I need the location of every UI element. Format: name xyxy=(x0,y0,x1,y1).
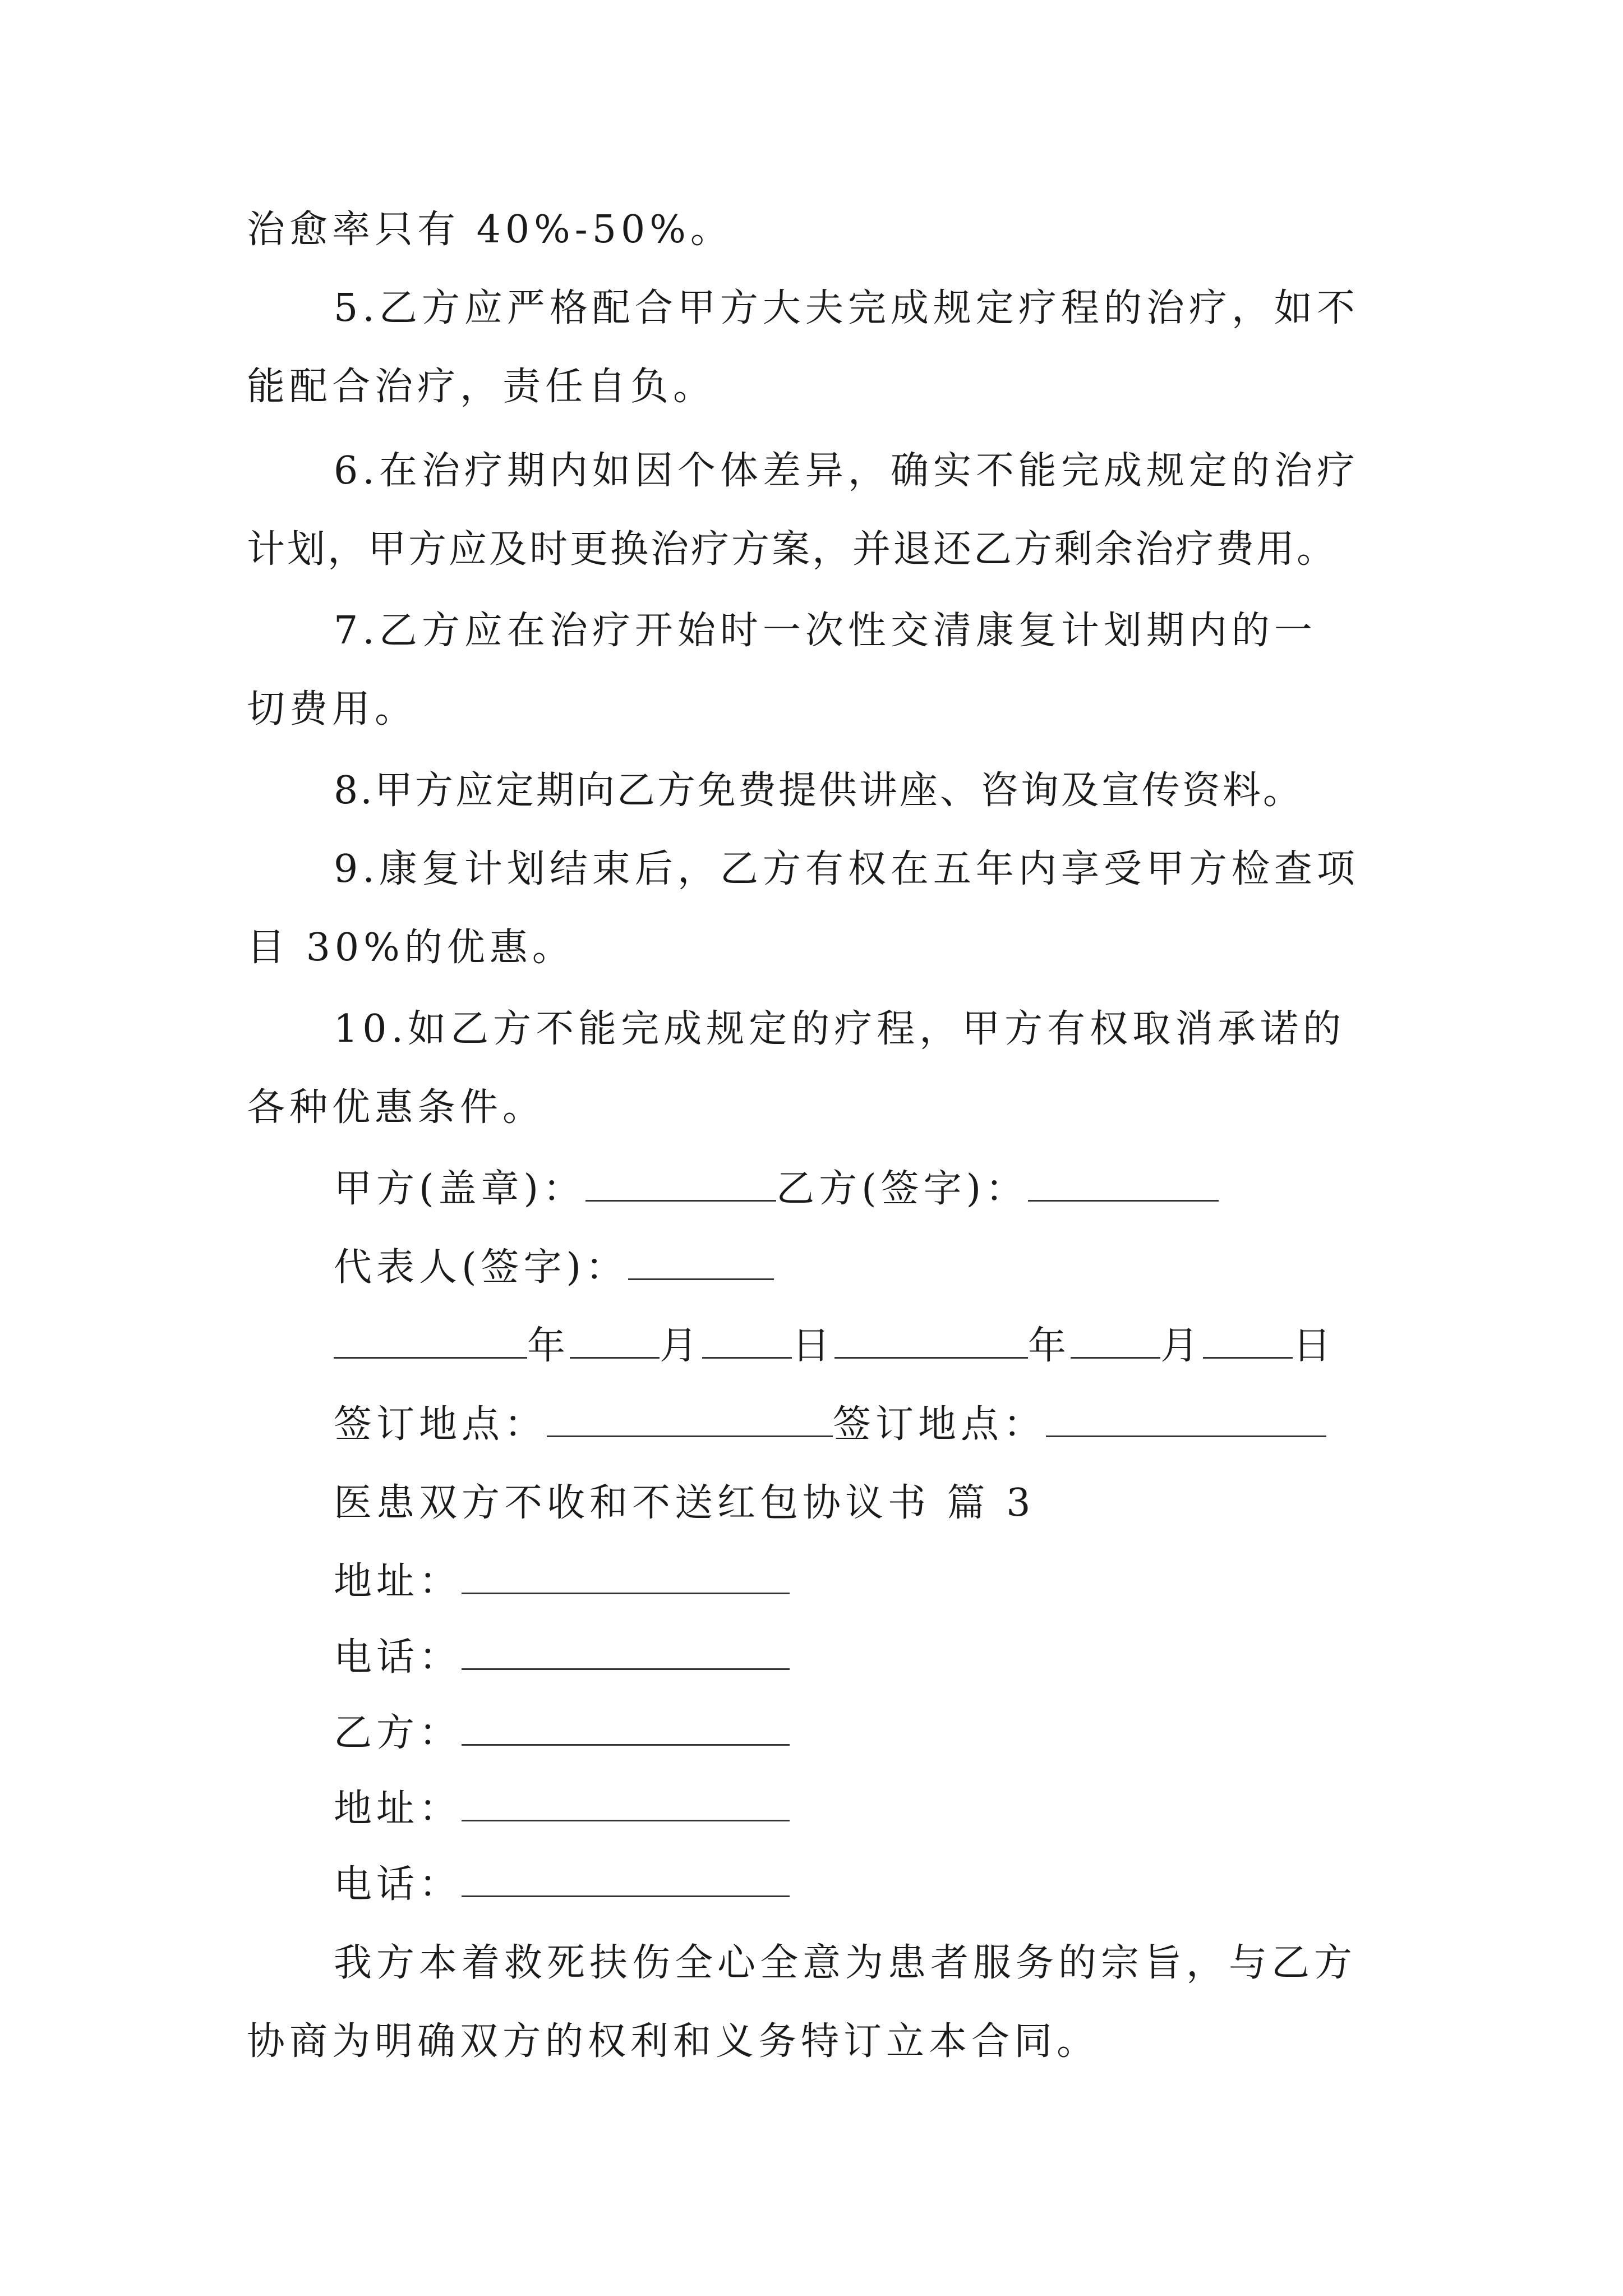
day-label-b: 日 xyxy=(1293,1324,1336,1368)
year-label-a: 年 xyxy=(527,1324,570,1368)
field-label: 地址： xyxy=(334,1787,462,1831)
signature-row xyxy=(334,1161,1219,1217)
section-title: 医患双方不收和不送红包协议书 篇 3 xyxy=(334,1481,1035,1525)
field-label: 电话： xyxy=(334,1635,462,1680)
field-blank xyxy=(462,1709,790,1746)
text-line: 我方本着救死扶伤全心全意为患者服务的宗旨，与乙方 xyxy=(334,1941,1357,1985)
field-row xyxy=(334,1705,790,1761)
place-blank-b xyxy=(1046,1401,1326,1437)
field-label: 电话： xyxy=(334,1862,462,1907)
field-blank xyxy=(462,1634,790,1670)
representative-label: 代表人(签字)： xyxy=(334,1245,629,1290)
field-row xyxy=(334,1630,790,1686)
text-line: 10.如乙方不能完成规定的疗程，甲方有权取消承诺的 xyxy=(334,1007,1346,1051)
field-label: 地址： xyxy=(334,1559,462,1604)
party-a-seal-label: 甲方(盖章)： xyxy=(334,1167,586,1211)
field-row xyxy=(334,1554,790,1610)
party-b-sign-label: 乙方(签字)： xyxy=(776,1167,1029,1211)
text-line: 6.在治疗期内如因个体差异，确实不能完成规定的治疗 xyxy=(334,449,1359,493)
representative-blank xyxy=(628,1244,774,1280)
place-label-b: 签订地点： xyxy=(833,1402,1046,1447)
day-blank-b xyxy=(1203,1322,1293,1359)
field-blank xyxy=(462,1558,790,1594)
text-line: 协商为明确双方的权利和义务特订立本合同。 xyxy=(247,2019,1100,2064)
place-row xyxy=(334,1397,1326,1453)
party-b-sign-blank xyxy=(1028,1165,1219,1202)
text-line: 9.康复计划结束后，乙方有权在五年内享受甲方检查项 xyxy=(334,847,1359,891)
field-row xyxy=(334,1857,790,1913)
place-label-a: 签订地点： xyxy=(334,1402,547,1447)
month-blank-a xyxy=(570,1322,660,1359)
text-line: 8.甲方应定期向乙方免费提供讲座、咨询及宣传资料。 xyxy=(334,769,1303,813)
day-label-a: 日 xyxy=(792,1324,835,1368)
text-line: 治愈率只有 40%-50%。 xyxy=(247,208,733,252)
party-a-seal-blank xyxy=(585,1165,776,1202)
representative-row xyxy=(334,1240,774,1296)
text-line: 各种优惠条件。 xyxy=(247,1085,546,1130)
month-label-b: 月 xyxy=(1160,1324,1204,1368)
text-line: 计划，甲方应及时更换治疗方案，并退还乙方剩余治疗费用。 xyxy=(247,527,1338,572)
field-row xyxy=(334,1781,790,1837)
text-line: 5.乙方应严格配合甲方大夫完成规定疗程的治疗，如不 xyxy=(334,286,1359,330)
year-blank-a xyxy=(334,1322,527,1359)
text-line: 目 30%的优惠。 xyxy=(247,926,575,970)
month-blank-b xyxy=(1071,1322,1160,1359)
field-blank xyxy=(462,1861,790,1897)
text-line: 切费用。 xyxy=(247,687,418,731)
day-blank-a xyxy=(702,1322,792,1359)
year-label-b: 年 xyxy=(1028,1324,1071,1368)
field-blank xyxy=(462,1785,790,1821)
text-line: 7.乙方应在治疗开始时一次性交清康复计划期内的一 xyxy=(334,609,1317,653)
date-row xyxy=(334,1318,1335,1374)
month-label-a: 月 xyxy=(660,1324,703,1368)
field-label: 乙方： xyxy=(334,1711,462,1755)
text-line: 能配合治疗，责任自负。 xyxy=(247,365,716,409)
place-blank-a xyxy=(547,1401,833,1437)
year-blank-b xyxy=(834,1322,1028,1359)
